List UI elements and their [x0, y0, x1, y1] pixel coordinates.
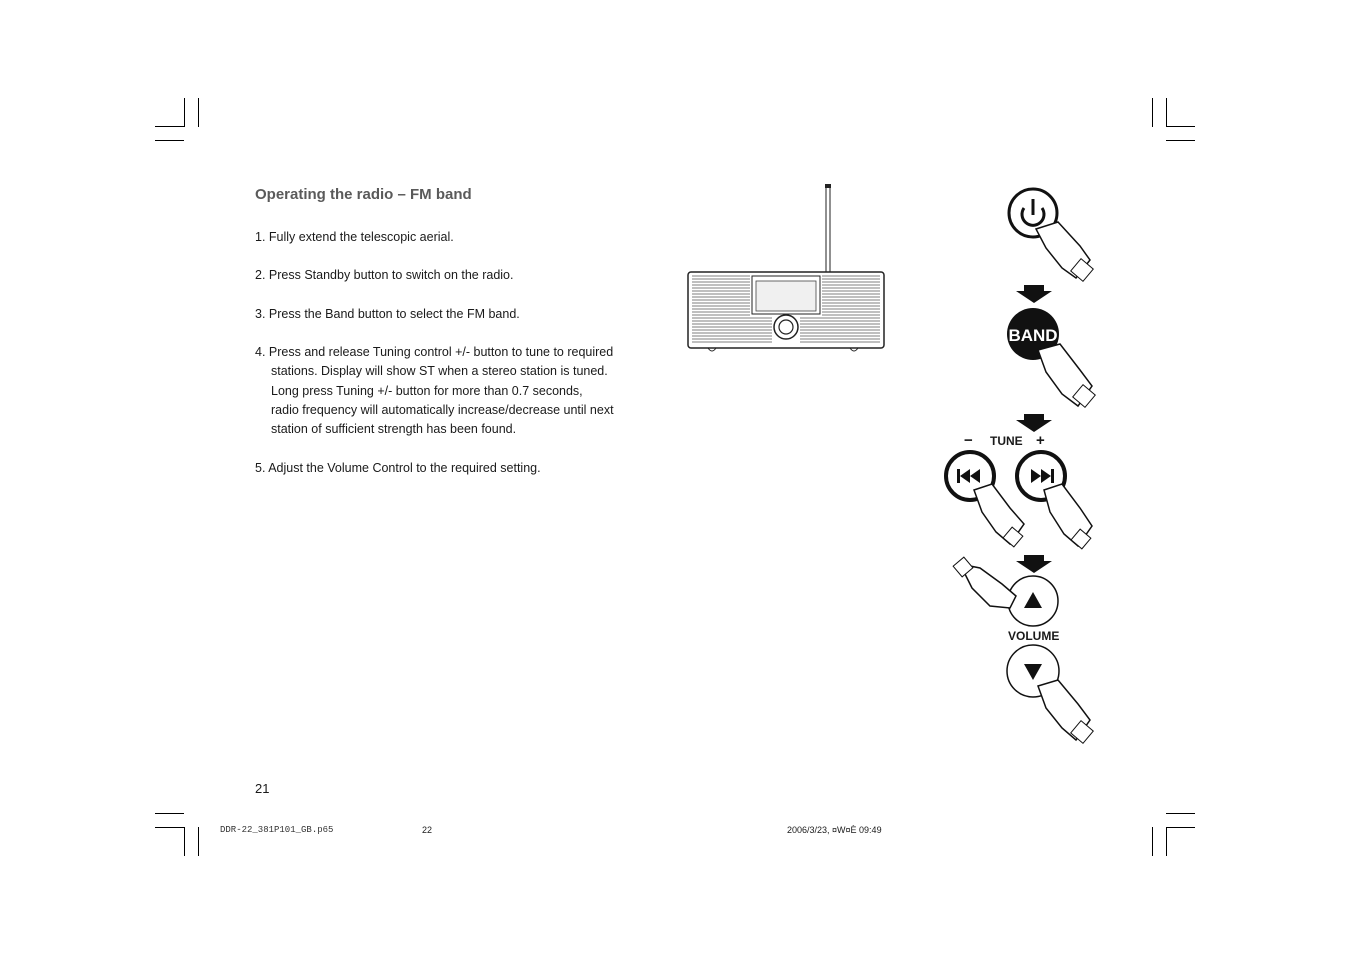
step-line: 5. Adjust the Volume Control to the required setting. — [255, 461, 541, 475]
hand-pointer-icon — [974, 484, 1024, 547]
step-line: 3. Press the Band button to select the FM band. — [255, 307, 520, 321]
hand-pointer-icon — [953, 557, 1016, 608]
page-title: Operating the radio – FM band — [255, 186, 472, 203]
step-line: stations. Display will show ST when a stereo station is tuned. — [271, 364, 608, 379]
volume-label: VOLUME — [1008, 629, 1060, 643]
volume-down-button — [1000, 640, 1100, 748]
tune-minus: − — [964, 432, 973, 449]
step-line: Long press Tuning +/- button for more than 0.7 seconds, — [271, 383, 583, 398]
page-number: 21 — [255, 781, 270, 796]
step-1 — [255, 228, 454, 247]
hand-pointer-icon — [1038, 680, 1093, 743]
arrow-down-icon — [1016, 414, 1052, 432]
footer-filename: DDR-22_381P101_GB.p65 — [220, 825, 334, 835]
footer-sheet: 22 — [422, 825, 433, 835]
tune-plus: + — [1036, 432, 1045, 449]
tune-label: TUNE — [990, 434, 1023, 448]
radio-icon — [684, 184, 888, 354]
step-line: 1. Fully extend the telescopic aerial. — [255, 230, 454, 244]
tune-buttons — [940, 448, 1100, 552]
band-button — [1000, 300, 1100, 414]
power-button — [1000, 182, 1100, 286]
step-line: 2. Press Standby button to switch on the radio. — [255, 268, 514, 282]
step-5 — [255, 459, 541, 478]
hand-pointer-icon — [1038, 344, 1095, 407]
step-4 — [255, 343, 614, 439]
step-2 — [255, 266, 513, 285]
step-line: station of sufficient strength has been found. — [271, 422, 517, 437]
band-label: BAND — [1008, 326, 1058, 345]
footer-stamp: 2006/3/23, ¤W¤È 09:49 — [787, 825, 882, 835]
hand-pointer-icon — [1036, 222, 1093, 281]
hand-pointer-icon — [1044, 484, 1092, 549]
step-line: 4. Press and release Tuning control +/- button to tune to required — [255, 345, 614, 359]
volume-up-button — [950, 552, 1060, 632]
step-3 — [255, 305, 520, 324]
step-line: radio frequency will automatically increase/decrease until next — [271, 402, 614, 417]
